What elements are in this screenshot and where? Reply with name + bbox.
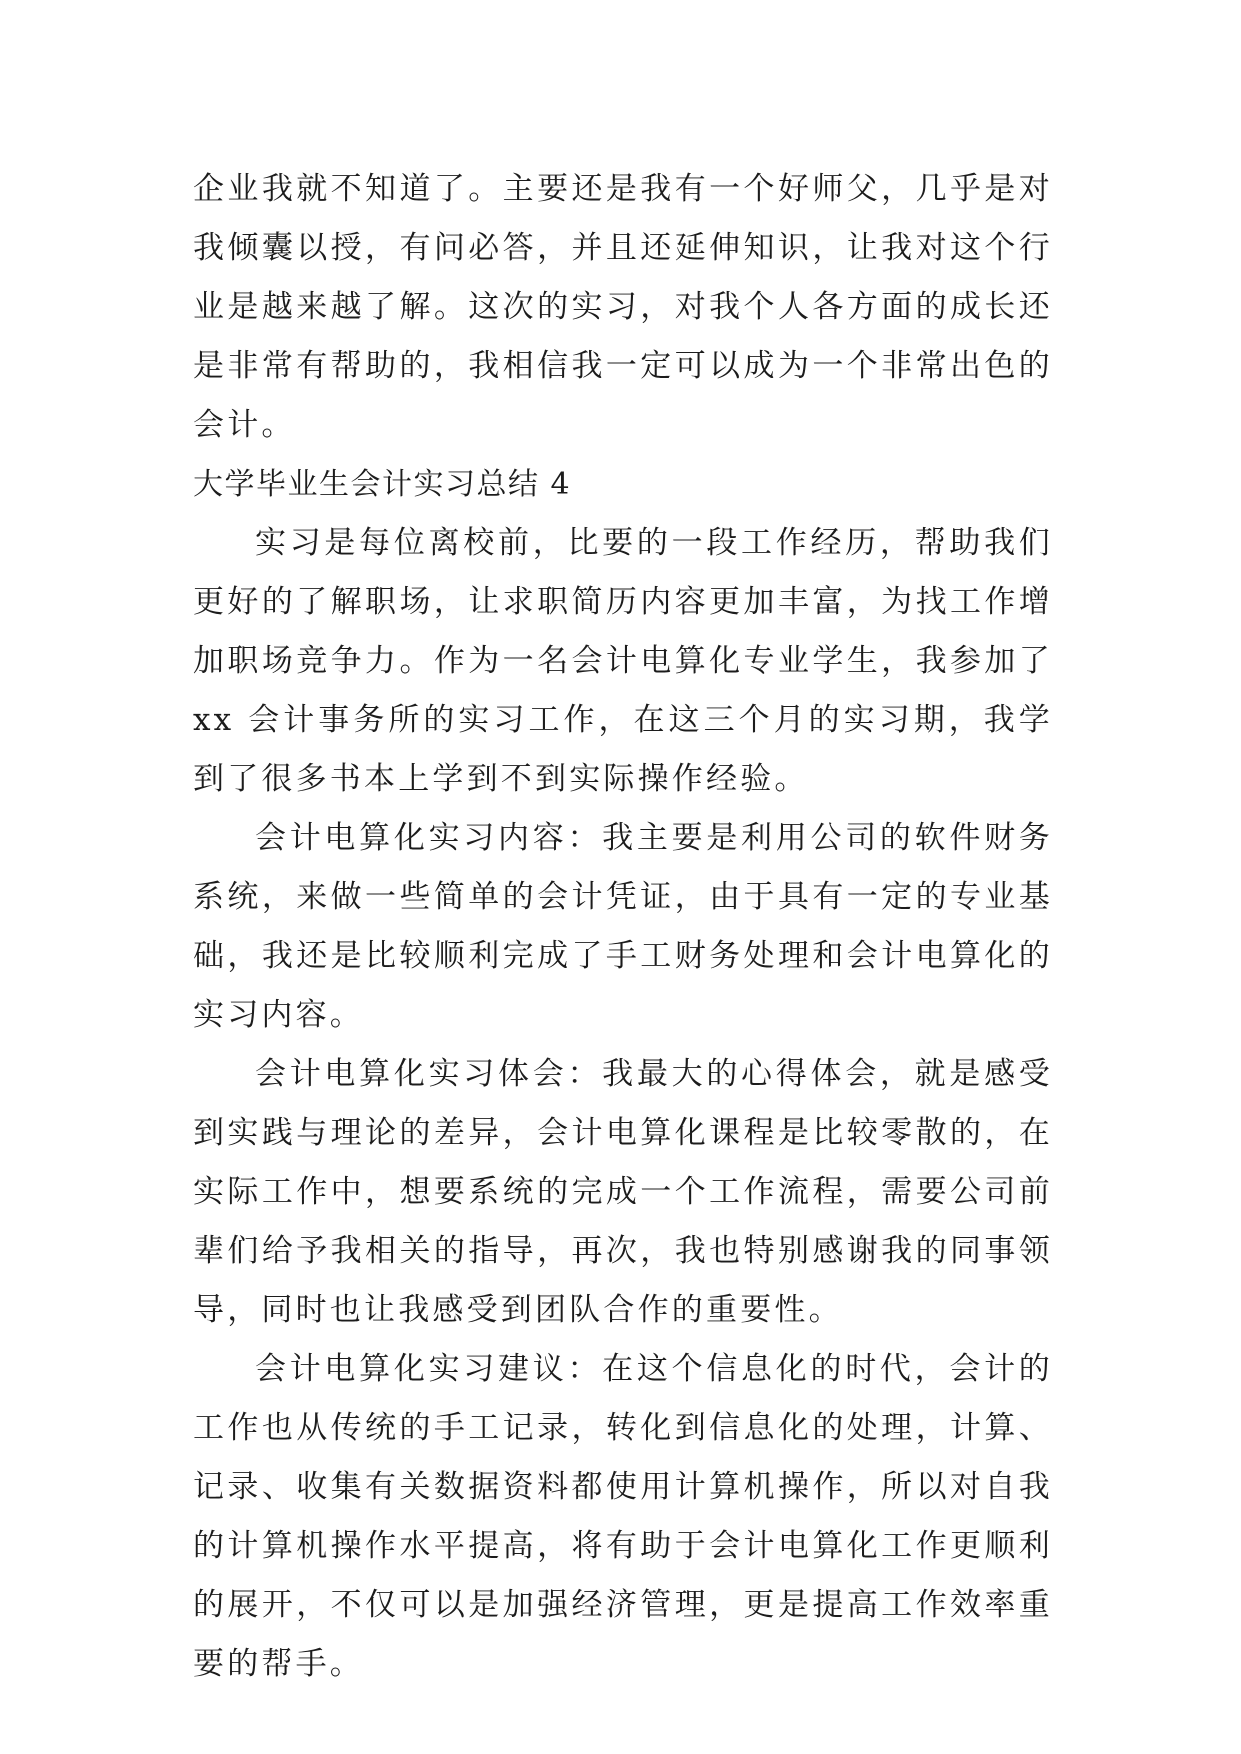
paragraph-experience: 会计电算化实习体会：我最大的心得体会，就是感受到实践与理论的差异，会计电算化课程是比较零散的，在实际工作中，想要系统的完成一个工作流程，需要公司前辈们给予我相关的指导，再次，我也特别感谢我的同事领导，同时也让我感受到团队合作的重要性。: [193, 1056, 1053, 1328]
continuation-paragraph: 企业我就不知道了。主要还是我有一个好师父，几乎是对我倾囊以授，有问必答，并且还延伸知识，让我对这个行业是越来越了解。这次的实习，对我个人各方面的成长还是非常有帮助的，我相信我一定可以成为一个非常出色的会计。: [193, 171, 1053, 443]
paragraph-intro: 实习是每位离校前，比要的一段工作经历，帮助我们更好的了解职场，让求职简历内容更加丰富，为找工作增加职场竞争力。作为一名会计电算化专业学生，我参加了 xx 会计事务所的实习工作，在这三个月的实习期，我学到了很多书本上学到不到实际操作经验。: [193, 525, 1053, 797]
paragraph-content: 会计电算化实习内容：我主要是利用公司的软件财务系统，来做一些简单的会计凭证，由于具有一定的专业基础，我还是比较顺利完成了手工财务处理和会计电算化的实习内容。: [193, 820, 1053, 1033]
paragraph-suggestion: 会计电算化实习建议：在这个信息化的时代，会计的工作也从传统的手工记录，转化到信息化的处理，计算、记录、收集有关数据资料都使用计算机操作，所以对自我的计算机操作水平提高，将有助于会计电算化工作更顺利的展开，不仅可以是加强经济管理，更是提高工作效率重要的帮手。: [193, 1351, 1053, 1682]
section-title: 大学毕业生会计实习总结 4: [193, 467, 572, 502]
document-body: [193, 160, 1053, 1694]
